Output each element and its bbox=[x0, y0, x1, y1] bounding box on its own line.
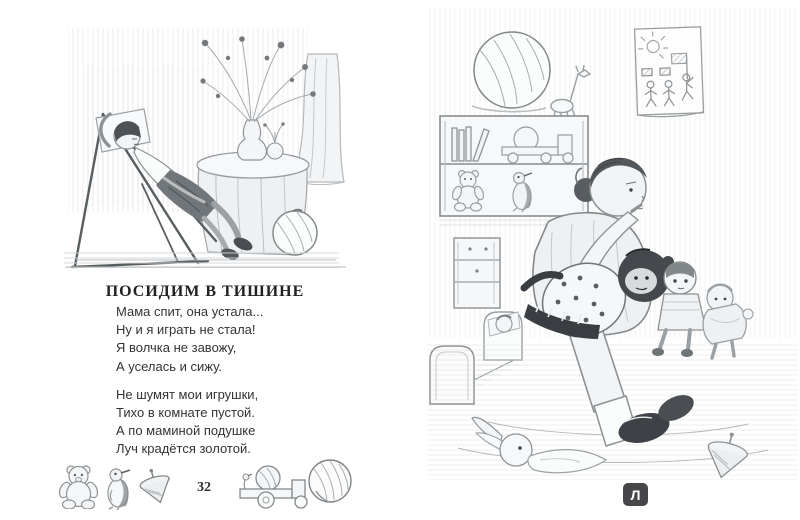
toy-truck-icon bbox=[238, 463, 313, 509]
girl-hushing-illustration bbox=[428, 8, 798, 486]
child-drawing-poster bbox=[635, 27, 704, 118]
ball-icon bbox=[308, 455, 353, 507]
dresser-sketch bbox=[454, 238, 500, 308]
poem-stanza-1 bbox=[116, 303, 263, 376]
poem-text bbox=[116, 303, 263, 469]
poem-line: Тихо в комнате пустой. bbox=[116, 405, 255, 421]
ball-on-floor-sketch bbox=[273, 210, 317, 256]
poem-line: Ну и я играть не стала! bbox=[116, 322, 256, 338]
poem-line: Не шумят мои игрушки, bbox=[116, 386, 259, 402]
watermark-letter: Л bbox=[630, 486, 641, 503]
spinning-top-icon bbox=[134, 467, 178, 507]
penguin-icon bbox=[103, 466, 135, 510]
labirint-watermark-badge bbox=[623, 483, 648, 506]
poem-line: Мама спит, она устала... bbox=[116, 304, 264, 319]
poem-line: Луч крадётся золотой. bbox=[116, 441, 251, 457]
poem-title: ПОСИДИМ В ТИШИНЕ bbox=[105, 283, 305, 300]
poem-stanza-2 bbox=[116, 386, 263, 459]
teddy-bear-icon bbox=[57, 462, 101, 509]
mother-sleeping-illustration bbox=[46, 6, 356, 271]
poem-line: А уселась и сижу. bbox=[116, 358, 222, 374]
right-page bbox=[400, 0, 800, 520]
poem-line: Я волчка не завожу, bbox=[116, 340, 237, 356]
poem-line: А по маминой подушке bbox=[116, 423, 256, 439]
toy-shelf-sketch bbox=[440, 116, 588, 228]
toy-bird-on-truck bbox=[243, 474, 252, 489]
rug-hatching bbox=[64, 249, 346, 268]
page-number: 32 bbox=[197, 480, 211, 495]
